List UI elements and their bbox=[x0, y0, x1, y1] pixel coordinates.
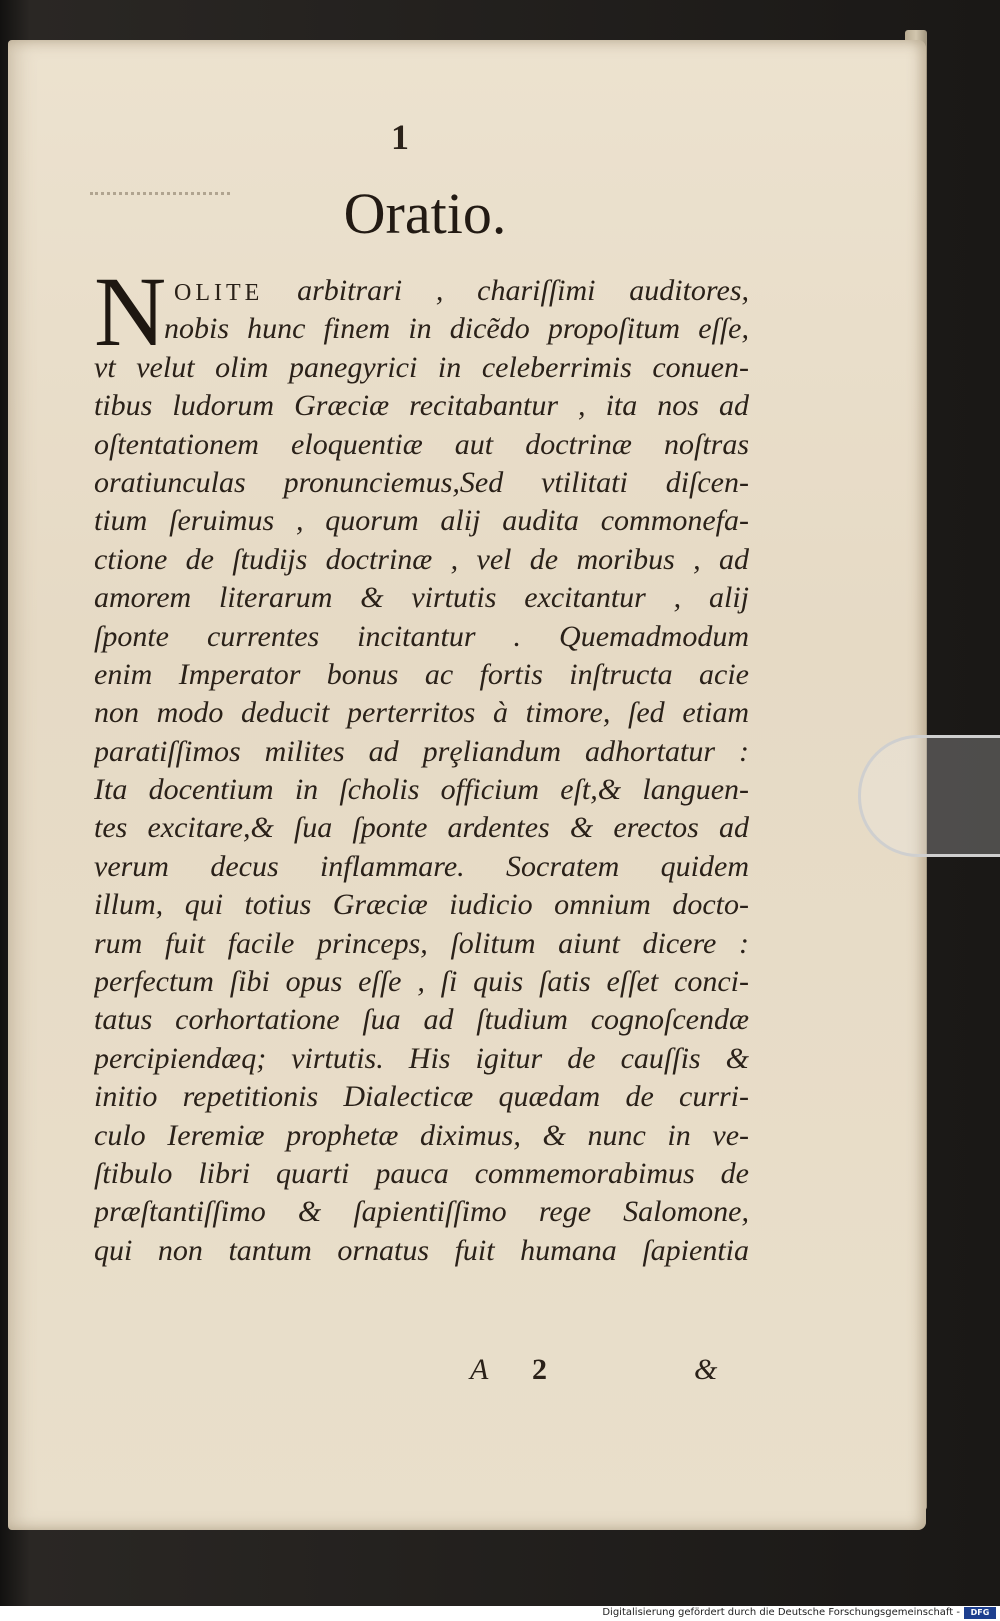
footer-bar bbox=[0, 1606, 1000, 1621]
text-line: tibus ludorum Græciæ recitabantur , ita nos ad bbox=[94, 389, 749, 423]
text-line: oratiunculas pronunciemus,Sed vtilitati diſcen- bbox=[94, 465, 749, 499]
body-text bbox=[94, 272, 749, 1270]
dropcap-initial: N bbox=[94, 256, 167, 367]
text-line: nobis hunc finem in dicẽdo propoſitum eſſe, bbox=[164, 312, 749, 346]
first-word-smallcaps: OLITE bbox=[174, 280, 264, 306]
text-line: verum decus inflammare. Socratem quidem bbox=[94, 849, 749, 883]
signature-mark: A bbox=[470, 1353, 489, 1386]
dfg-logo: DFG bbox=[964, 1607, 996, 1619]
text-line: tes excitare,& ſua ſponte ardentes & erectos ad bbox=[94, 811, 749, 845]
text-line bbox=[94, 272, 749, 310]
signature-number: 2 bbox=[532, 1353, 547, 1386]
text-line: tatus corhortatione ſua ad ſtudium cognoſcendæ bbox=[94, 1003, 749, 1037]
text-line: ctione de ſtudijs doctrinæ , vel de moribus , ad bbox=[94, 542, 749, 576]
text-line: rum fuit facile princeps, ſolitum aiunt dicere : bbox=[94, 926, 749, 960]
text-line: ſtibulo libri quarti pauca commemorabimus de bbox=[94, 1156, 749, 1190]
text-line: præſtantiſſimo & ſapientiſſimo rege Salomone, bbox=[94, 1195, 749, 1229]
text-line: Ita docentium in ſcholis officium eſt,& languen- bbox=[94, 773, 749, 807]
text-line: initio repetitionis Dialecticæ quædam de curri- bbox=[94, 1080, 749, 1114]
text-line: tium ſeruimus , quorum alij audita commonefa- bbox=[94, 504, 749, 538]
text-line: perfectum ſibi opus eſſe , ſi quis ſatis eſſet conci- bbox=[94, 965, 749, 999]
text-line: ſponte currentes incitantur . Quemadmodum bbox=[94, 619, 749, 653]
page-title: Oratio. bbox=[343, 181, 507, 246]
footer-credit: Digitalisierung gefördert durch die Deutsche Forschungsgemeinschaft - bbox=[602, 1607, 960, 1618]
text-line: paratiſſimos milites ad prȩliandum adhortatur : bbox=[94, 734, 749, 768]
page-number: 1 bbox=[391, 117, 409, 157]
text-line: enim Imperator bonus ac fortis inſtructa acie bbox=[94, 657, 749, 691]
catchword: & bbox=[694, 1353, 718, 1386]
text-line: percipiendæq; virtutis. His igitur de cauſſis & bbox=[94, 1041, 749, 1075]
text-line: qui non tantum ornatus fuit humana ſapientia bbox=[94, 1233, 749, 1267]
page-clip bbox=[858, 735, 1000, 857]
text-line: oſtentationem eloquentiæ aut doctrinæ noſtras bbox=[94, 427, 749, 461]
dotted-ornament bbox=[90, 192, 230, 195]
text-line: non modo deducit perterritos à timore, ſed etiam bbox=[94, 696, 749, 730]
text-line: amorem literarum & virtutis excitantur , alij bbox=[94, 581, 749, 615]
signature-line bbox=[470, 1353, 730, 1393]
text-line: illum, qui totius Græciæ iudicio omnium docto- bbox=[94, 888, 749, 922]
text-line: vt velut olim panegyrici in celeberrimis conuen- bbox=[94, 350, 749, 384]
text-line-content: arbitrari , chariſſimi auditores, bbox=[263, 274, 749, 307]
text-line: culo Ieremiæ prophetæ diximus, & nunc in ve- bbox=[94, 1118, 749, 1152]
